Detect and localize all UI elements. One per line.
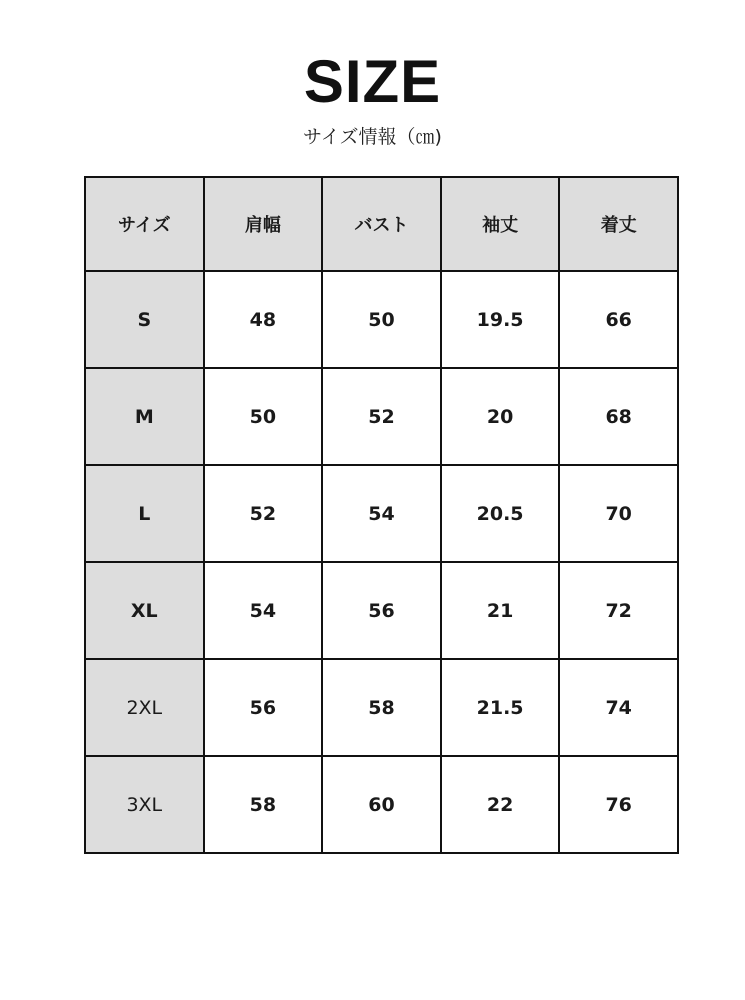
table-row [85,562,678,659]
row-header-size: 3XL [85,756,204,853]
table-row [85,659,678,756]
cell-length: 68 [559,368,678,465]
size-table [84,176,679,854]
cell-sleeve: 19.5 [441,271,560,368]
cell-shoulder: 52 [204,465,323,562]
cell-shoulder: 54 [204,562,323,659]
column-header-shoulder: 肩幅 [204,177,323,271]
table-header-row [85,177,678,271]
cell-length: 66 [559,271,678,368]
column-header-sleeve: 袖丈 [441,177,560,271]
cell-shoulder: 48 [204,271,323,368]
cell-sleeve: 21 [441,562,560,659]
cell-length: 72 [559,562,678,659]
column-header-length: 着丈 [559,177,678,271]
cell-shoulder: 50 [204,368,323,465]
cell-bust: 56 [322,562,441,659]
cell-bust: 54 [322,465,441,562]
row-header-size: XL [85,562,204,659]
table-row [85,756,678,853]
cell-sleeve: 22 [441,756,560,853]
column-header-bust: バスト [322,177,441,271]
cell-shoulder: 56 [204,659,323,756]
row-header-size: 2XL [85,659,204,756]
cell-bust: 50 [322,271,441,368]
cell-length: 74 [559,659,678,756]
column-header-size: サイズ [85,177,204,271]
table-row [85,465,678,562]
cell-sleeve: 20.5 [441,465,560,562]
row-header-size: M [85,368,204,465]
cell-length: 70 [559,465,678,562]
cell-bust: 60 [322,756,441,853]
cell-bust: 58 [322,659,441,756]
table-row [85,271,678,368]
cell-sleeve: 20 [441,368,560,465]
page-title: SIZE [303,48,442,115]
table-row [85,368,678,465]
cell-length: 76 [559,756,678,853]
cell-sleeve: 21.5 [441,659,560,756]
row-header-size: L [85,465,204,562]
page-subtitle: サイズ情報（㎝) [303,126,442,148]
row-header-size: S [85,271,204,368]
cell-shoulder: 58 [204,756,323,853]
cell-bust: 52 [322,368,441,465]
